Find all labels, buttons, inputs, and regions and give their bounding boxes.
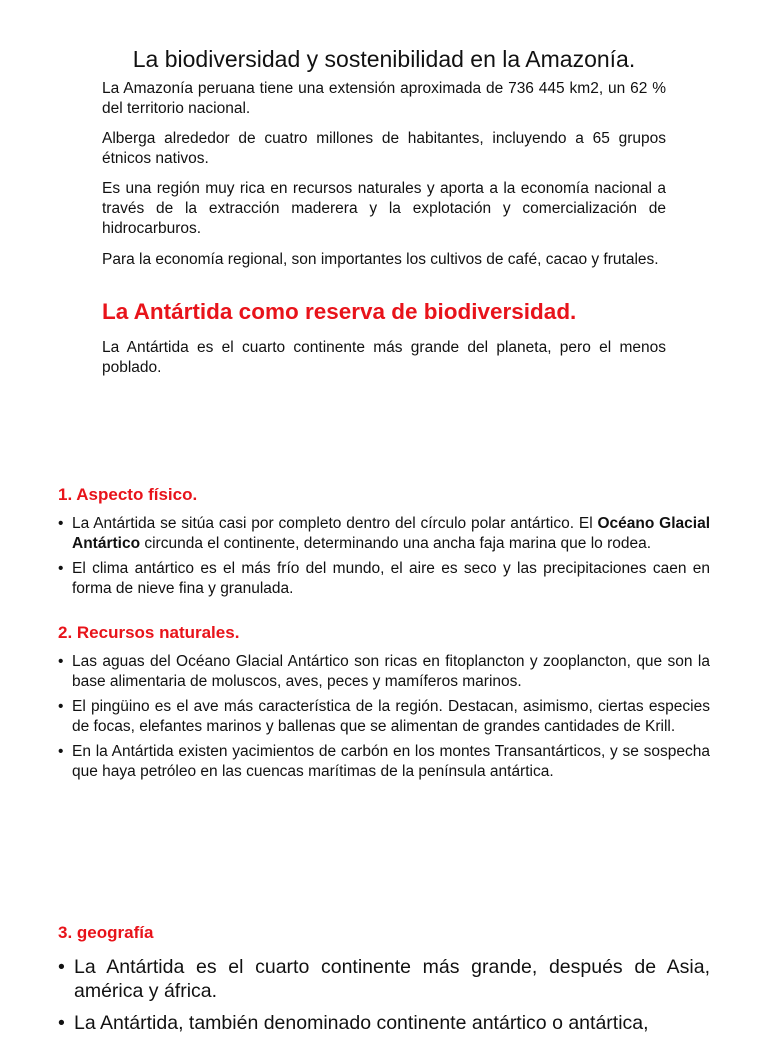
bullet-text: El clima antártico es el más frío del mundo, el aire es seco y las precipitaciones caen en forma de nieve fina y granulada. — [72, 560, 710, 597]
amazonia-paragraph-1: La Amazonía peruana tiene una extensión aproximada de 736 445 km2, un 62 % del territorio nacional. — [102, 80, 666, 117]
list-item — [58, 697, 710, 736]
bullet-icon: • — [58, 956, 65, 978]
bullet-text: La Antártida, también denominado continente antártico o antártica, — [74, 1012, 649, 1034]
antartida-heading: La Antártida como reserva de biodiversidad. — [102, 299, 577, 324]
amazonia-paragraph-4: Para la economía regional, son importantes los cultivos de café, cacao y frutales. — [102, 251, 659, 268]
bullet-text: El pingüino es el ave más característica de la región. Destacan, asimismo, ciertas especies de focas, elefantes marinos y ballenas que se alimentan de grandes cantidades de Krill. — [72, 698, 710, 735]
section1-list — [58, 514, 710, 604]
bullet-text: Las aguas del Océano Glacial Antártico son ricas en fitoplancton y zooplancton, que son la base alimentaria de moluscos, aves, peces y mamíferos marinos. — [72, 653, 710, 690]
bullet-icon: • — [58, 743, 64, 760]
bullet-text-before: La Antártida se sitúa casi por completo dentro del círculo polar antártico. El — [72, 515, 598, 532]
section2-list — [58, 652, 710, 787]
bullet-icon: • — [58, 560, 64, 577]
bullet-icon: • — [58, 698, 64, 715]
page-title: La biodiversidad y sostenibilidad en la Amazonía. — [132, 46, 636, 72]
amazonia-paragraph-2: Alberga alrededor de cuatro millones de habitantes, incluyendo a 65 grupos étnicos nativos. — [102, 130, 666, 167]
section3-list — [58, 955, 710, 1043]
section1-heading: 1. Aspecto físico. — [58, 485, 198, 504]
bullet-icon: • — [58, 653, 64, 670]
list-item — [58, 514, 710, 553]
bullet-text-bold: Océano Glacial Antártico — [72, 515, 711, 552]
list-item — [58, 955, 710, 1003]
section3-heading: 3. geografía — [58, 923, 154, 942]
bullet-text: La Antártida es el cuarto continente más grande, después de Asia, américa y áfrica. — [74, 956, 710, 1002]
bullet-text: En la Antártida existen yacimientos de carbón en los montes Transantárticos, y se sospecha que haya petróleo en las cuencas marítimas de la península antártica. — [72, 743, 710, 780]
list-item — [58, 652, 710, 691]
bullet-icon: • — [58, 1012, 65, 1034]
bullet-icon: • — [58, 515, 64, 532]
antartida-intro: La Antártida es el cuarto continente más grande del planeta, pero el menos poblado. — [102, 339, 666, 376]
section2-heading: 2. Recursos naturales. — [58, 623, 240, 642]
bullet-text-after: circunda el continente, determinando una ancha faja marina que lo rodea. — [140, 534, 652, 552]
list-item — [58, 1011, 710, 1035]
list-item — [58, 742, 710, 781]
amazonia-paragraph-3: Es una región muy rica en recursos naturales y aporta a la economía nacional a través de la extracción maderera y la explotación y comercialización de hidrocarburos. — [102, 180, 666, 237]
list-item — [58, 559, 710, 598]
